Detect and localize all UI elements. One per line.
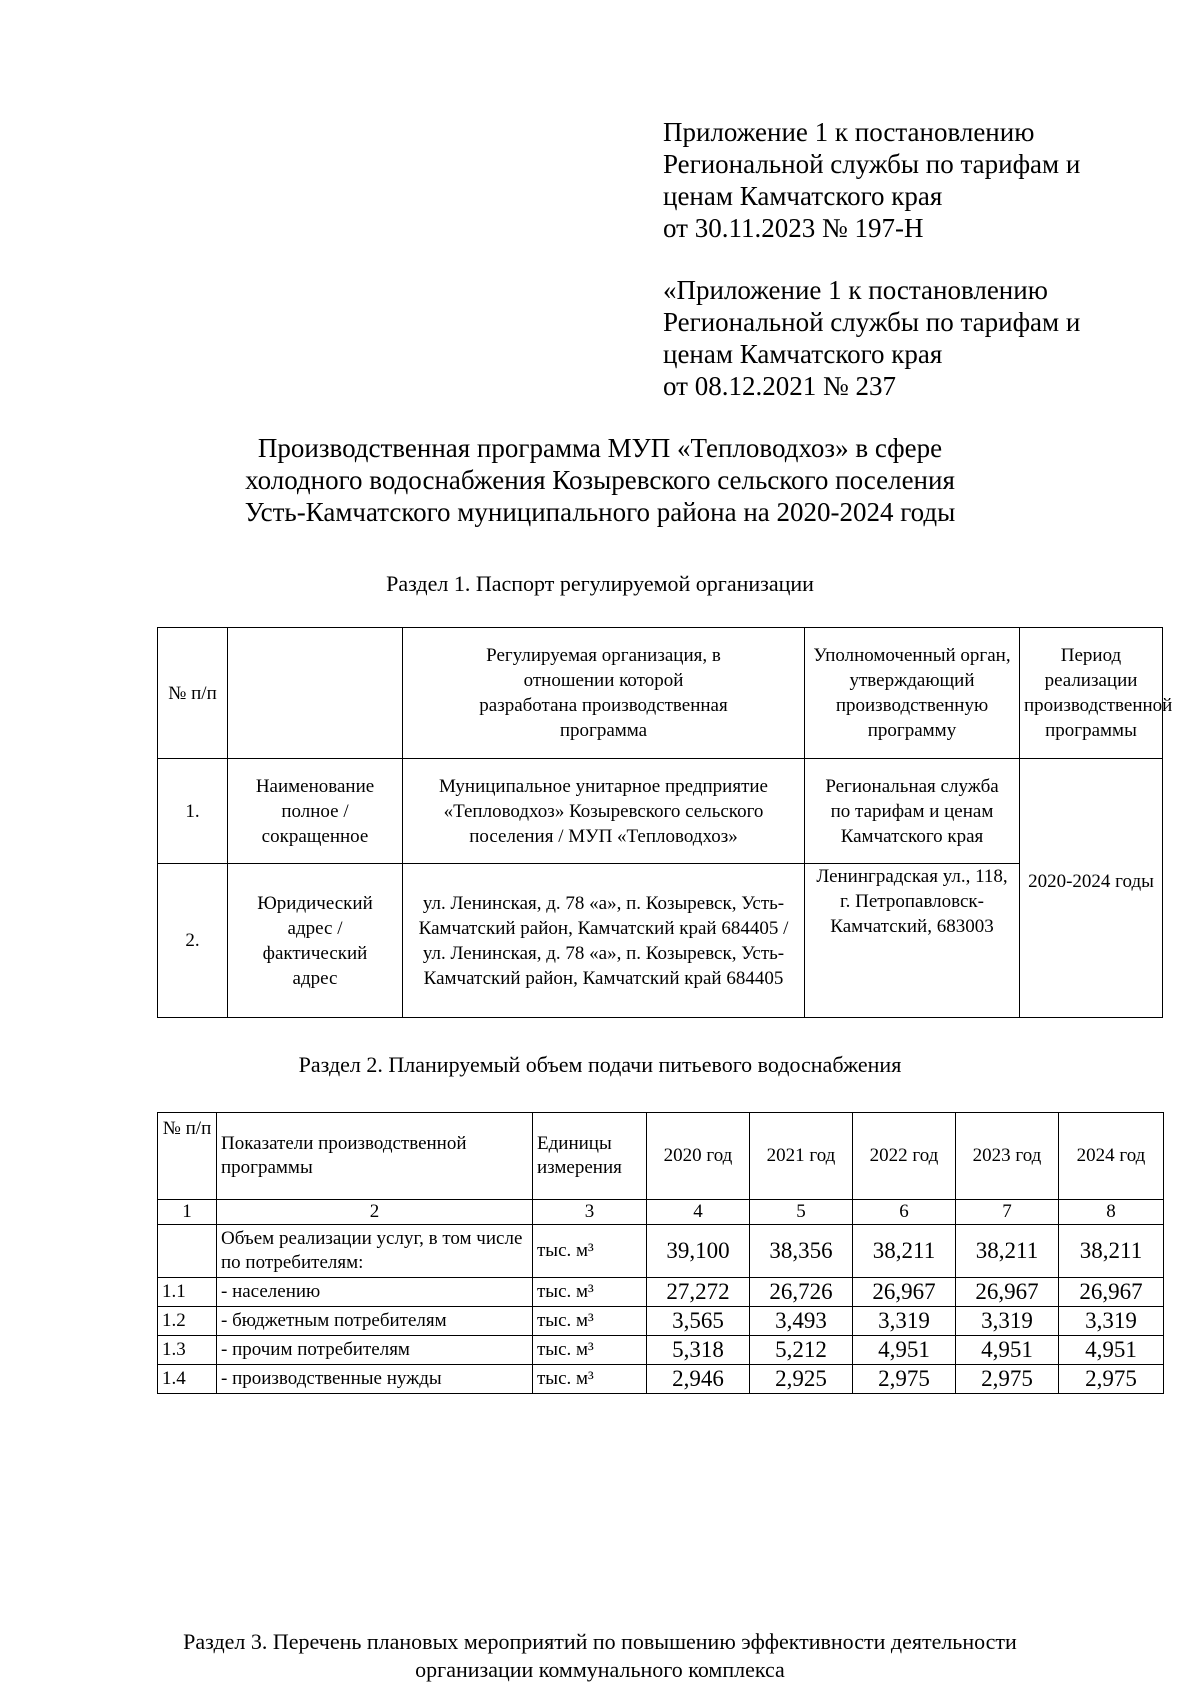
appendix-previous-line: Региональной службы по тарифам и [663, 307, 1081, 337]
table-header-row [158, 628, 1163, 759]
header-year-2022: 2022 год [853, 1113, 956, 1200]
row-value: 39,100 [647, 1225, 750, 1278]
row-unit: тыс. м³ [533, 1225, 647, 1278]
row-num: 1.3 [158, 1336, 217, 1365]
row-value: 5,318 [647, 1336, 750, 1365]
appendix-previous-line: от 08.12.2021 № 237 [663, 371, 896, 401]
appendix-current-line: Приложение 1 к постановлению [663, 117, 1035, 147]
header-year-2020: 2020 год [647, 1113, 750, 1200]
appendix-previous-reference [663, 274, 1080, 402]
table-row [158, 1278, 1164, 1307]
row-value: 2,975 [853, 1365, 956, 1394]
row-indicator: Объем реализации услуг, в том числе по потребителям: [217, 1225, 533, 1278]
section3-heading-line: Раздел 3. Перечень плановых мероприятий по повышению эффективности деятельности [183, 1629, 1017, 1654]
table-row [158, 864, 1163, 1018]
header-indicator: Показатели производственной программы [217, 1113, 533, 1200]
column-number: 2 [217, 1200, 533, 1225]
row-num: 1.2 [158, 1307, 217, 1336]
row-value: 3,319 [853, 1307, 956, 1336]
header-year-2023: 2023 год [956, 1113, 1059, 1200]
title-line: Усть-Камчатского муниципального района на 2020-2024 годы [244, 497, 956, 527]
header-year-2021: 2021 год [750, 1113, 853, 1200]
row-org: ул. Ленинская, д. 78 «а», п. Козыревск, Усть-Камчатский район, Камчатский край 684405 / ул. Ленинская, д. 78 «а», п. Козыревск, Усть-Камчатский район, Камчатский край 684405 [403, 864, 805, 1018]
column-number: 5 [750, 1200, 853, 1225]
row-value: 3,493 [750, 1307, 853, 1336]
header-org: Регулируемая организация, в отношении которой разработана производственная программа [403, 628, 805, 759]
section3-heading-line: организации коммунального комплекса [415, 1657, 785, 1682]
row-num: 1.4 [158, 1365, 217, 1394]
period-value: 2020-2024 годы [1028, 871, 1154, 892]
row-value: 26,726 [750, 1278, 853, 1307]
row-indicator: - прочим потребителям [217, 1336, 533, 1365]
appendix-current-line: от 30.11.2023 № 197-Н [663, 213, 924, 243]
row-authority: Региональная служба по тарифам и ценам Камчатского края [805, 759, 1020, 864]
row-num [158, 1225, 217, 1278]
row-value: 2,975 [1059, 1365, 1164, 1394]
header-num: № п/п [158, 628, 228, 759]
row-indicator: - бюджетным потребителям [217, 1307, 533, 1336]
section2-heading: Раздел 2. Планируемый объем подачи питьевого водоснабжения [298, 1052, 902, 1077]
table-row [158, 1336, 1164, 1365]
row-unit: тыс. м³ [533, 1365, 647, 1394]
row-indicator: - населению [217, 1278, 533, 1307]
row-unit: тыс. м³ [533, 1307, 647, 1336]
row-value: 5,212 [750, 1336, 853, 1365]
row-num: 1.1 [158, 1278, 217, 1307]
row-unit: тыс. м³ [533, 1336, 647, 1365]
row-value: 3,319 [956, 1307, 1059, 1336]
title-line: холодного водоснабжения Козыревского сельского поселения [245, 465, 955, 495]
row-value: 2,975 [956, 1365, 1059, 1394]
appendix-current-line: Региональной службы по тарифам и [663, 149, 1081, 179]
row-value: 4,951 [1059, 1336, 1164, 1365]
header-period: Период реализации производственной программы [1020, 628, 1163, 759]
table-row [158, 759, 1163, 864]
header-num: № п/п [158, 1113, 217, 1200]
row-value: 26,967 [853, 1278, 956, 1307]
column-number: 8 [1059, 1200, 1164, 1225]
row-value: 4,951 [956, 1336, 1059, 1365]
row-value: 2,925 [750, 1365, 853, 1394]
row-num: 2. [158, 864, 228, 1018]
column-number: 6 [853, 1200, 956, 1225]
row-label: Юридический адрес / фактический адрес [228, 864, 403, 1018]
row-value: 27,272 [647, 1278, 750, 1307]
table-header-row [158, 1113, 1164, 1200]
appendix-current-line: ценам Камчатского края [663, 181, 943, 211]
row-value: 38,211 [956, 1225, 1059, 1278]
table-row [158, 1225, 1164, 1278]
column-number: 4 [647, 1200, 750, 1225]
row-label: Наименование полное / сокращенное [228, 759, 403, 864]
period-cell [1020, 759, 1163, 1018]
column-number: 7 [956, 1200, 1059, 1225]
volume-table [157, 1112, 1164, 1394]
document-title [0, 432, 1200, 528]
section3-heading [0, 1628, 1200, 1684]
row-value: 2,946 [647, 1365, 750, 1394]
appendix-previous-line: ценам Камчатского края [663, 339, 943, 369]
column-number-row [158, 1200, 1164, 1225]
table-row [158, 1307, 1164, 1336]
column-number: 1 [158, 1200, 217, 1225]
column-number: 3 [533, 1200, 647, 1225]
header-empty [228, 628, 403, 759]
header-authority: Уполномоченный орган, утверждающий производственную программу [805, 628, 1020, 759]
appendix-previous-line: «Приложение 1 к постановлению [663, 275, 1048, 305]
row-unit: тыс. м³ [533, 1278, 647, 1307]
row-value: 26,967 [956, 1278, 1059, 1307]
section1-heading: Раздел 1. Паспорт регулируемой организации [386, 571, 814, 596]
row-num: 1. [158, 759, 228, 864]
row-value: 3,565 [647, 1307, 750, 1336]
row-value: 38,211 [853, 1225, 956, 1278]
row-value: 3,319 [1059, 1307, 1164, 1336]
row-value: 38,356 [750, 1225, 853, 1278]
appendix-current-reference [663, 116, 1080, 244]
header-year-2024: 2024 год [1059, 1113, 1164, 1200]
row-value: 4,951 [853, 1336, 956, 1365]
passport-table [157, 627, 1173, 1018]
title-line: Производственная программа МУП «Тепловодхоз» в сфере [257, 433, 943, 463]
row-value: 38,211 [1059, 1225, 1164, 1278]
row-indicator: - производственные нужды [217, 1365, 533, 1394]
row-value: 26,967 [1059, 1278, 1164, 1307]
row-authority: Ленинградская ул., 118, г. Петропавловск-Камчатский, 683003 [805, 864, 1020, 1018]
table-row [158, 1365, 1164, 1394]
row-org: Муниципальное унитарное предприятие «Тепловодхоз» Козыревского сельского поселения / МУП «Тепловодхоз» [403, 759, 805, 864]
header-unit: Единицы измерения [533, 1113, 647, 1200]
